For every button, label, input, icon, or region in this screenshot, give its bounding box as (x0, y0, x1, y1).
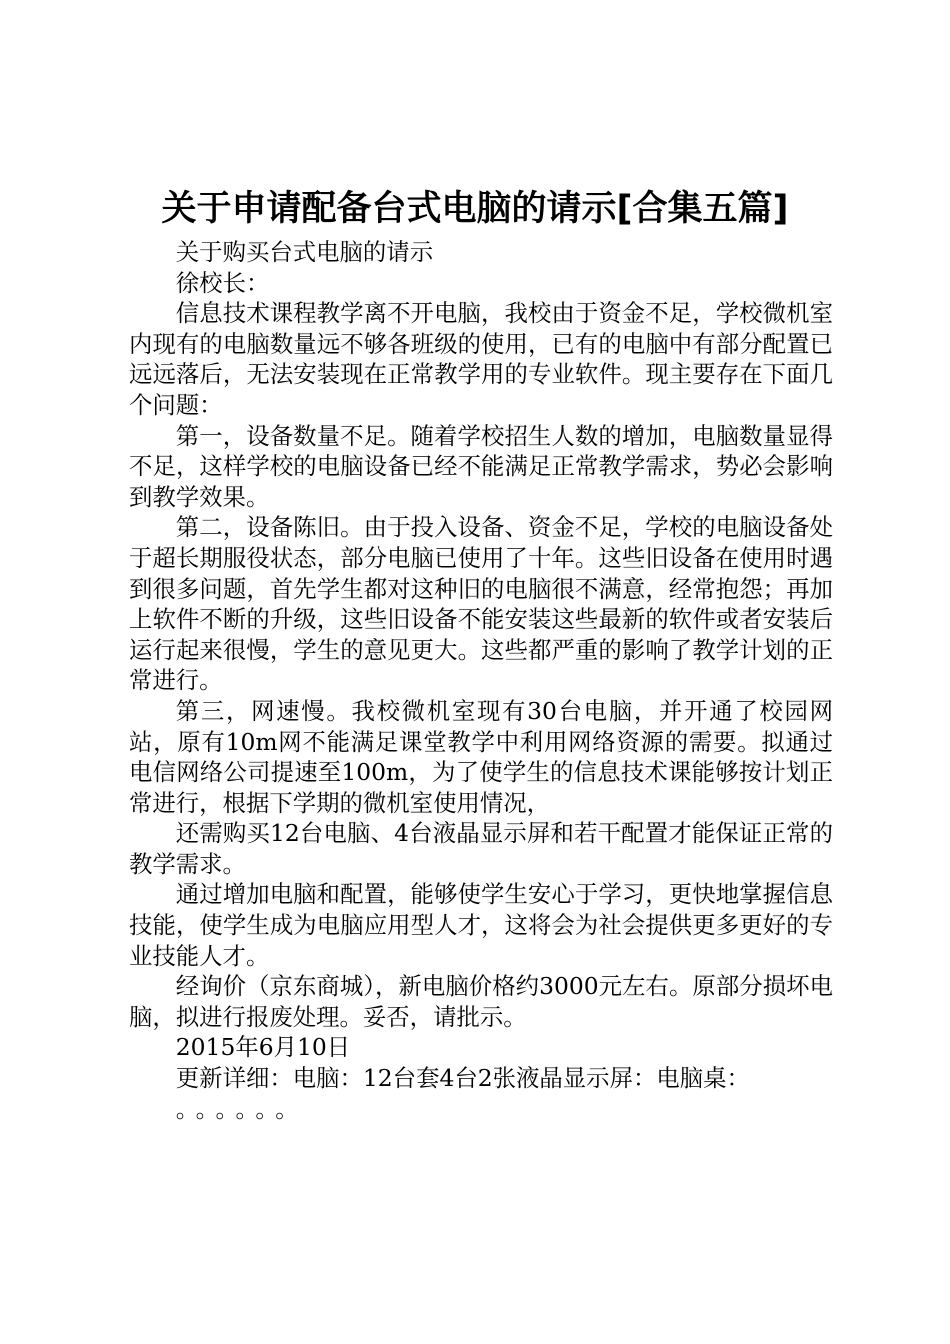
paragraph-benefit: 通过增加电脑和配置，能够使学生安心于学习，更快地掌握信息技能，使学生成为电脑应用型人才，这将会为社会提供更多更好的专业技能人才。 (129, 880, 833, 970)
paragraph-second-issue: 第二，设备陈旧。由于投入设备、资金不足，学校的电脑设备处于超长期服役状态，部分电脑已使用了十年。这些旧设备在使用时遇到很多问题，首先学生都对这种旧的电脑很不满意，经常抱怨；再加上软件不断的升级，这些旧设备不能安装这些最新的软件或者安装后运行起来很慢，学生的意见更大。这些都严重的影响了教学计划的正常进行。 (129, 513, 833, 695)
document-body (129, 237, 833, 1124)
paragraph-first-issue: 第一，设备数量不足。随着学校招生人数的增加，电脑数量显得不足，这样学校的电脑设备已经不能满足正常教学需求，势必会影响到教学效果。 (129, 421, 833, 511)
document-title: 关于申请配备台式电脑的请示[合集五篇] (161, 189, 789, 229)
document-date: 2015年6月10日 (175, 1033, 351, 1062)
paragraph-purchase-need: 还需购买12台电脑、4台液晶显示屏和若干配置才能保证正常的教学需求。 (129, 819, 833, 878)
update-detail: 更新详细：电脑：12台套4台2张液晶显示屏：电脑桌： (175, 1064, 750, 1093)
salutation: 徐校长： (175, 268, 270, 297)
trailing-dots: 。。。。。。 (175, 1094, 307, 1123)
paragraph-third-issue: 第三，网速慢。我校微机室现有30台电脑，并开通了校园网站，原有10m网不能满足课堂教学中利用网络资源的需要。拟通过电信网络公司提速至100m，为了使学生的信息技术课能够按计划正常进行，根据下学期的微机室使用情况， (129, 696, 833, 817)
paragraph-price: 经询价（京东商城），新电脑价格约3000元左右。原部分损坏电脑，拟进行报废处理。妥否，请批示。 (129, 972, 833, 1031)
paragraph-intro: 信息技术课程教学离不开电脑，我校由于资金不足，学校微机室内现有的电脑数量远不够各班级的使用，已有的电脑中有部分配置已远远落后，无法安装现在正常教学用的专业软件。现主要存在下面几个问题： (129, 299, 833, 419)
document-subtitle: 关于购买台式电脑的请示 (175, 238, 434, 266)
